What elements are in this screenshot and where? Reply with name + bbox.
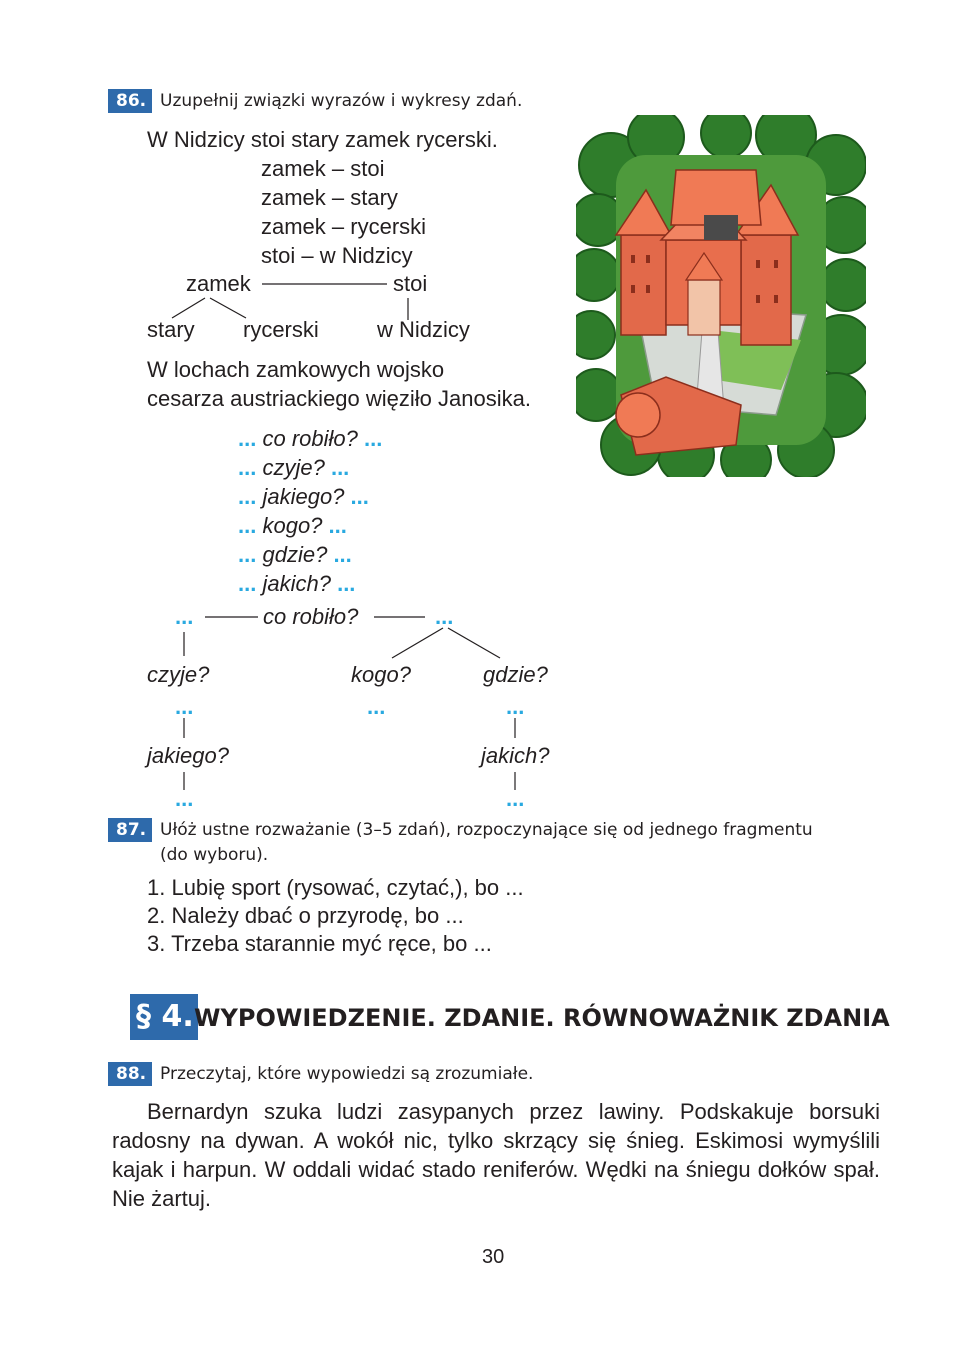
blank-dots: ... — [238, 455, 257, 480]
tree2-question-kogo: kogo? — [351, 662, 411, 687]
word-pair: zamek – rycerski — [261, 214, 427, 239]
option-item: 1. Lubię sport (rysować, czytać,), bo ... — [147, 875, 524, 900]
tree2-predicate-question: co robiło? — [263, 604, 359, 629]
question-text: czyje? — [262, 455, 325, 480]
option-item: 3. Trzeba starannie myć ręce, bo ... — [147, 931, 492, 956]
blank-dots: ... — [350, 484, 369, 509]
word-pair: zamek – stary — [261, 185, 398, 210]
sentence-2-line1: W lochach zamkowych wojsko — [147, 357, 445, 382]
tree2-blank: ... — [175, 786, 194, 811]
tree2-blank: ... — [506, 694, 525, 719]
page-number: 30 — [482, 1246, 505, 1268]
section-badge: § 4. — [130, 994, 198, 1040]
sentence-1: W Nidzicy stoi stary zamek rycerski. — [147, 127, 498, 152]
word-pair: zamek – stoi — [261, 156, 385, 181]
blank-dots: ... — [238, 426, 257, 451]
question-text: jakiego? — [262, 484, 345, 509]
tree1-attribute: rycerski — [243, 317, 319, 342]
exercise-instruction-86: Uzupełnij związki wyrazów i wykresy zdań. — [160, 91, 523, 111]
exercise-number-88: 88. — [108, 1062, 152, 1086]
question-text: co robiło? — [262, 426, 358, 451]
tree2-blank: ... — [506, 786, 525, 811]
tree2-blank: ... — [175, 694, 194, 719]
blank-dots: ... — [330, 455, 350, 480]
tree1-attribute: stary — [147, 317, 195, 342]
tree2-question-czyje: czyje? — [147, 662, 210, 687]
tree2-question-gdzie: gdzie? — [483, 662, 548, 687]
section-title: WYPOWIEDZENIE. ZDANIE. RÓWNOWAŻNIK ZDANIA — [194, 1004, 890, 1032]
question-text: jakich? — [262, 571, 331, 596]
word-pair: stoi – w Nidzicy — [261, 243, 413, 268]
sentence-2-line2: cesarza austriackiego więziło Janosika. — [147, 386, 531, 411]
blank-dots: ... — [238, 513, 257, 538]
question-text: kogo? — [262, 513, 323, 538]
tree1-predicate: stoi — [393, 271, 428, 296]
blank-dots: ... — [238, 571, 257, 596]
tree1-subject: zamek — [186, 271, 251, 296]
tree2-blank-subject: ... — [175, 604, 194, 629]
blank-dots: ... — [363, 426, 383, 451]
blank-dots: ... — [333, 542, 352, 567]
castle-illustration — [576, 115, 866, 477]
blank-dots: ... — [328, 513, 347, 538]
exercise-number-86: 86. — [108, 89, 152, 113]
blank-dots: ... — [337, 571, 356, 596]
exercise-text-88: Bernardyn szuka ludzi zasypanych przez lawiny. Podskakuje borsuki radosny na dywan. A wokół nic, tylko skrzący się śnieg. Eskimosi wymyślili kajak i harpun. W oddali widać stado reniferów. Wędki na śniegu dołków spał. Nie żartuj. — [112, 1099, 880, 1211]
tree2-blank-predicate: ... — [435, 604, 454, 629]
exercise-instruction-87-cont: (do wyboru). — [160, 845, 269, 865]
tree2-blank: ... — [367, 694, 386, 719]
exercise-number-87: 87. — [108, 818, 152, 842]
blank-dots: ... — [238, 484, 257, 509]
exercise-instruction-87: Ułóż ustne rozważanie (3–5 zdań), rozpoczynające się od jednego fragmentu — [160, 820, 813, 840]
option-item: 2. Należy dbać o przyrodę, bo ... — [147, 903, 464, 928]
tree2-question-jakich: jakich? — [481, 743, 550, 768]
question-text: gdzie? — [262, 542, 328, 567]
blank-dots: ... — [238, 542, 257, 567]
tree1-adverbial: w Nidzicy — [377, 317, 470, 342]
exercise-instruction-88: Przeczytaj, które wypowiedzi są zrozumiałe. — [160, 1064, 534, 1084]
tree2-question-jakiego: jakiego? — [147, 743, 229, 768]
